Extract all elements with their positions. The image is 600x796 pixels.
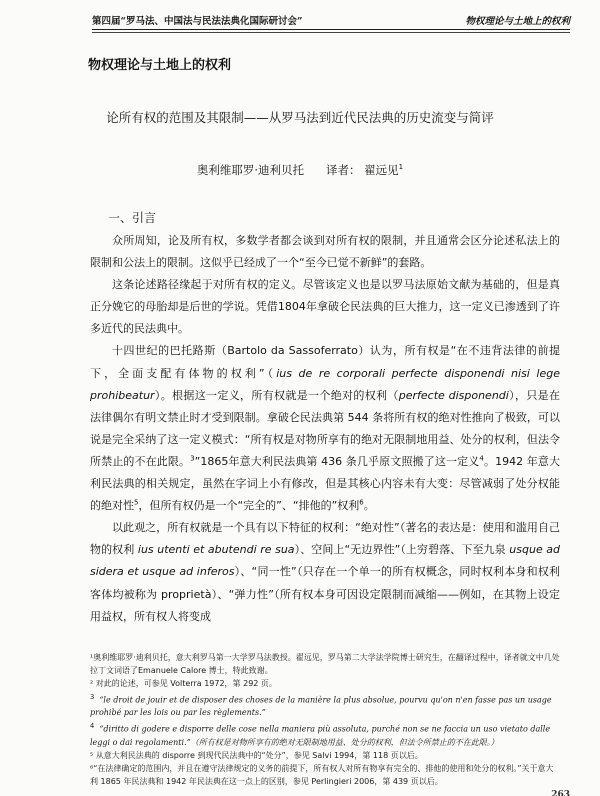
footnote-ref: 6 bbox=[359, 498, 364, 507]
footnote-2: ² 对此的论述，可参见 Volterra 1972，第 292 页。 bbox=[90, 679, 277, 689]
latin-phrase: usque ad sidera et usque ad inferos bbox=[90, 543, 561, 579]
page-number: 263 bbox=[551, 790, 570, 796]
running-header-right: 物权理论与土地上的权利 bbox=[465, 16, 570, 27]
translator-label: 译者： bbox=[325, 163, 361, 177]
article-title: 论所有权的范围及其限制——从罗马法到近代民法典的历史流变与简评 bbox=[106, 110, 494, 125]
body-text bbox=[90, 230, 560, 628]
paragraph-1: 众所周知，论及所有权，多数学者都会谈到对所有权的限制，并且通常会区分论述私法上的限制和公法上的限制。这似乎已经成了一个“至今已觉不新鲜”的套路。 bbox=[90, 234, 560, 270]
latin-phrase: perfecte disponendi bbox=[398, 388, 509, 402]
translator-name: 翟远见 bbox=[364, 163, 399, 177]
latin-phrase: ius de re corporali perfecte disponendi nisi lege prohibeatur bbox=[90, 366, 561, 402]
paragraph-3: 十四世纪的巴托路斯（Bartolo da Sassoferrato）认为，所有权是“在不违背法律的前提下，全面支配有体物的权利”（ius de re corporali perfecte disponendi nisi lege prohibeatur）。根据这一定义，所有权就是一个绝对的权利（perfecte disponendi），只是在法律偶尔有明文禁止时才受到限制。拿破仑民法典第 544 条将所有权的绝对性推向了极致，可以说是完全采纳了这一定义模式：“所有权是对物所享有的绝对无限制地用益、处分的权利，但法令所禁止的不在此限。$^3$”1865年意大利民法典第 436 条几乎原文照搬了这一定义$^4$。1942 年意大利民法典的相关规定，虽然在字词上小有修改，但是其核心内容未有大变：尽管减弱了处分权能的绝对性$^5$，但所有权仍是一个“完全的”、“排他的”权利$^6$。 bbox=[90, 344, 561, 513]
running-header-left: 第四届“罗马法、中国法与民法法典化国际研讨会” bbox=[92, 16, 303, 27]
footnote-ref: 5 bbox=[134, 498, 139, 507]
footnote-3: $^3$ “le droit de jouir et de disposer des choses de la manière la plus absolue, pourvu qu'on n'en fasse pas un usage prohibé par les lois ou par les règlements.” bbox=[90, 692, 552, 718]
footnote-1: ¹奥利维耶罗·迪利贝托，意大利罗马第一大学罗马法教授。翟远见，罗马第二大学法学院博士研究生，在翻译过程中，译者就文中几处拉丁文词语了Emanuele Calore 博士，特此致谢。 bbox=[90, 653, 560, 676]
author-footnote-mark: 1 bbox=[398, 163, 404, 172]
section-title: 物权理论与土地上的权利 bbox=[88, 58, 232, 73]
paragraph-4: 以此观之，所有权就是一个具有以下特征的权利：“绝对性”（著名的表达是：使用和滥用自己物的权利 ius utenti et abutendi re sua）、空间上“无边界性”（上穷碧落、下至九泉 usque ad sidera et usque ad inferos）、“同一性”（只存在一个单一的所有权概念，同时权利本身和权利客体均被称为 proprietà）、“弹力性”（所有权本身可因设定限制而减缩——例如，在其物上设定用益权，所有权人将变成 bbox=[90, 521, 561, 623]
footnote-4: $^4$ “diritto di godere e disporre delle cose nella maniera più assoluta, purché non se ne faccia un uso vietato dalle leggi o dai regolamenti.”（所有权是对物所享有的绝对无限制地用益、处分的权利，但法令所禁止的不在此限。） bbox=[90, 721, 551, 747]
footnote-6: ⁶“在法律确定的范围内，并且在遵守法律规定的义务的前提下，所有权人对所有物享有完全的、排他的使用和处分的权利。”关于意大利 1865 年民法典和 1942 年民法典在这一点上的区别，参见 Perlingieri 2006，第 439 页以后。 bbox=[90, 763, 554, 787]
footnote-ref: 3 bbox=[190, 454, 195, 463]
author-name: 奥利维耶罗·迪利贝托 bbox=[196, 163, 305, 177]
author-line bbox=[0, 162, 600, 178]
heading-introduction: 一、引言 bbox=[108, 211, 157, 225]
latin-phrase: ius utenti et abutendi re sua bbox=[137, 543, 295, 557]
footnotes bbox=[90, 651, 560, 788]
header-rule-thin bbox=[92, 32, 570, 33]
footnote-ref: 4 bbox=[479, 454, 484, 463]
footnote-5: ⁵ 从意大利民法典的 disporre 到现代民法典中的“处分”，参见 Salvi 1994，第 118 页以后。 bbox=[90, 750, 423, 760]
header-rule bbox=[92, 29, 570, 30]
paragraph-2: 这条论述路径缘起于对所有权的定义。尽管该定义也是以罗马法原始文献为基础的，但是真正分娩它的母胎却是后世的学说。凭借1804年拿破仑民法典的巨大推力，这一定义已渗透到了许多近代的民法典中。 bbox=[90, 278, 560, 336]
